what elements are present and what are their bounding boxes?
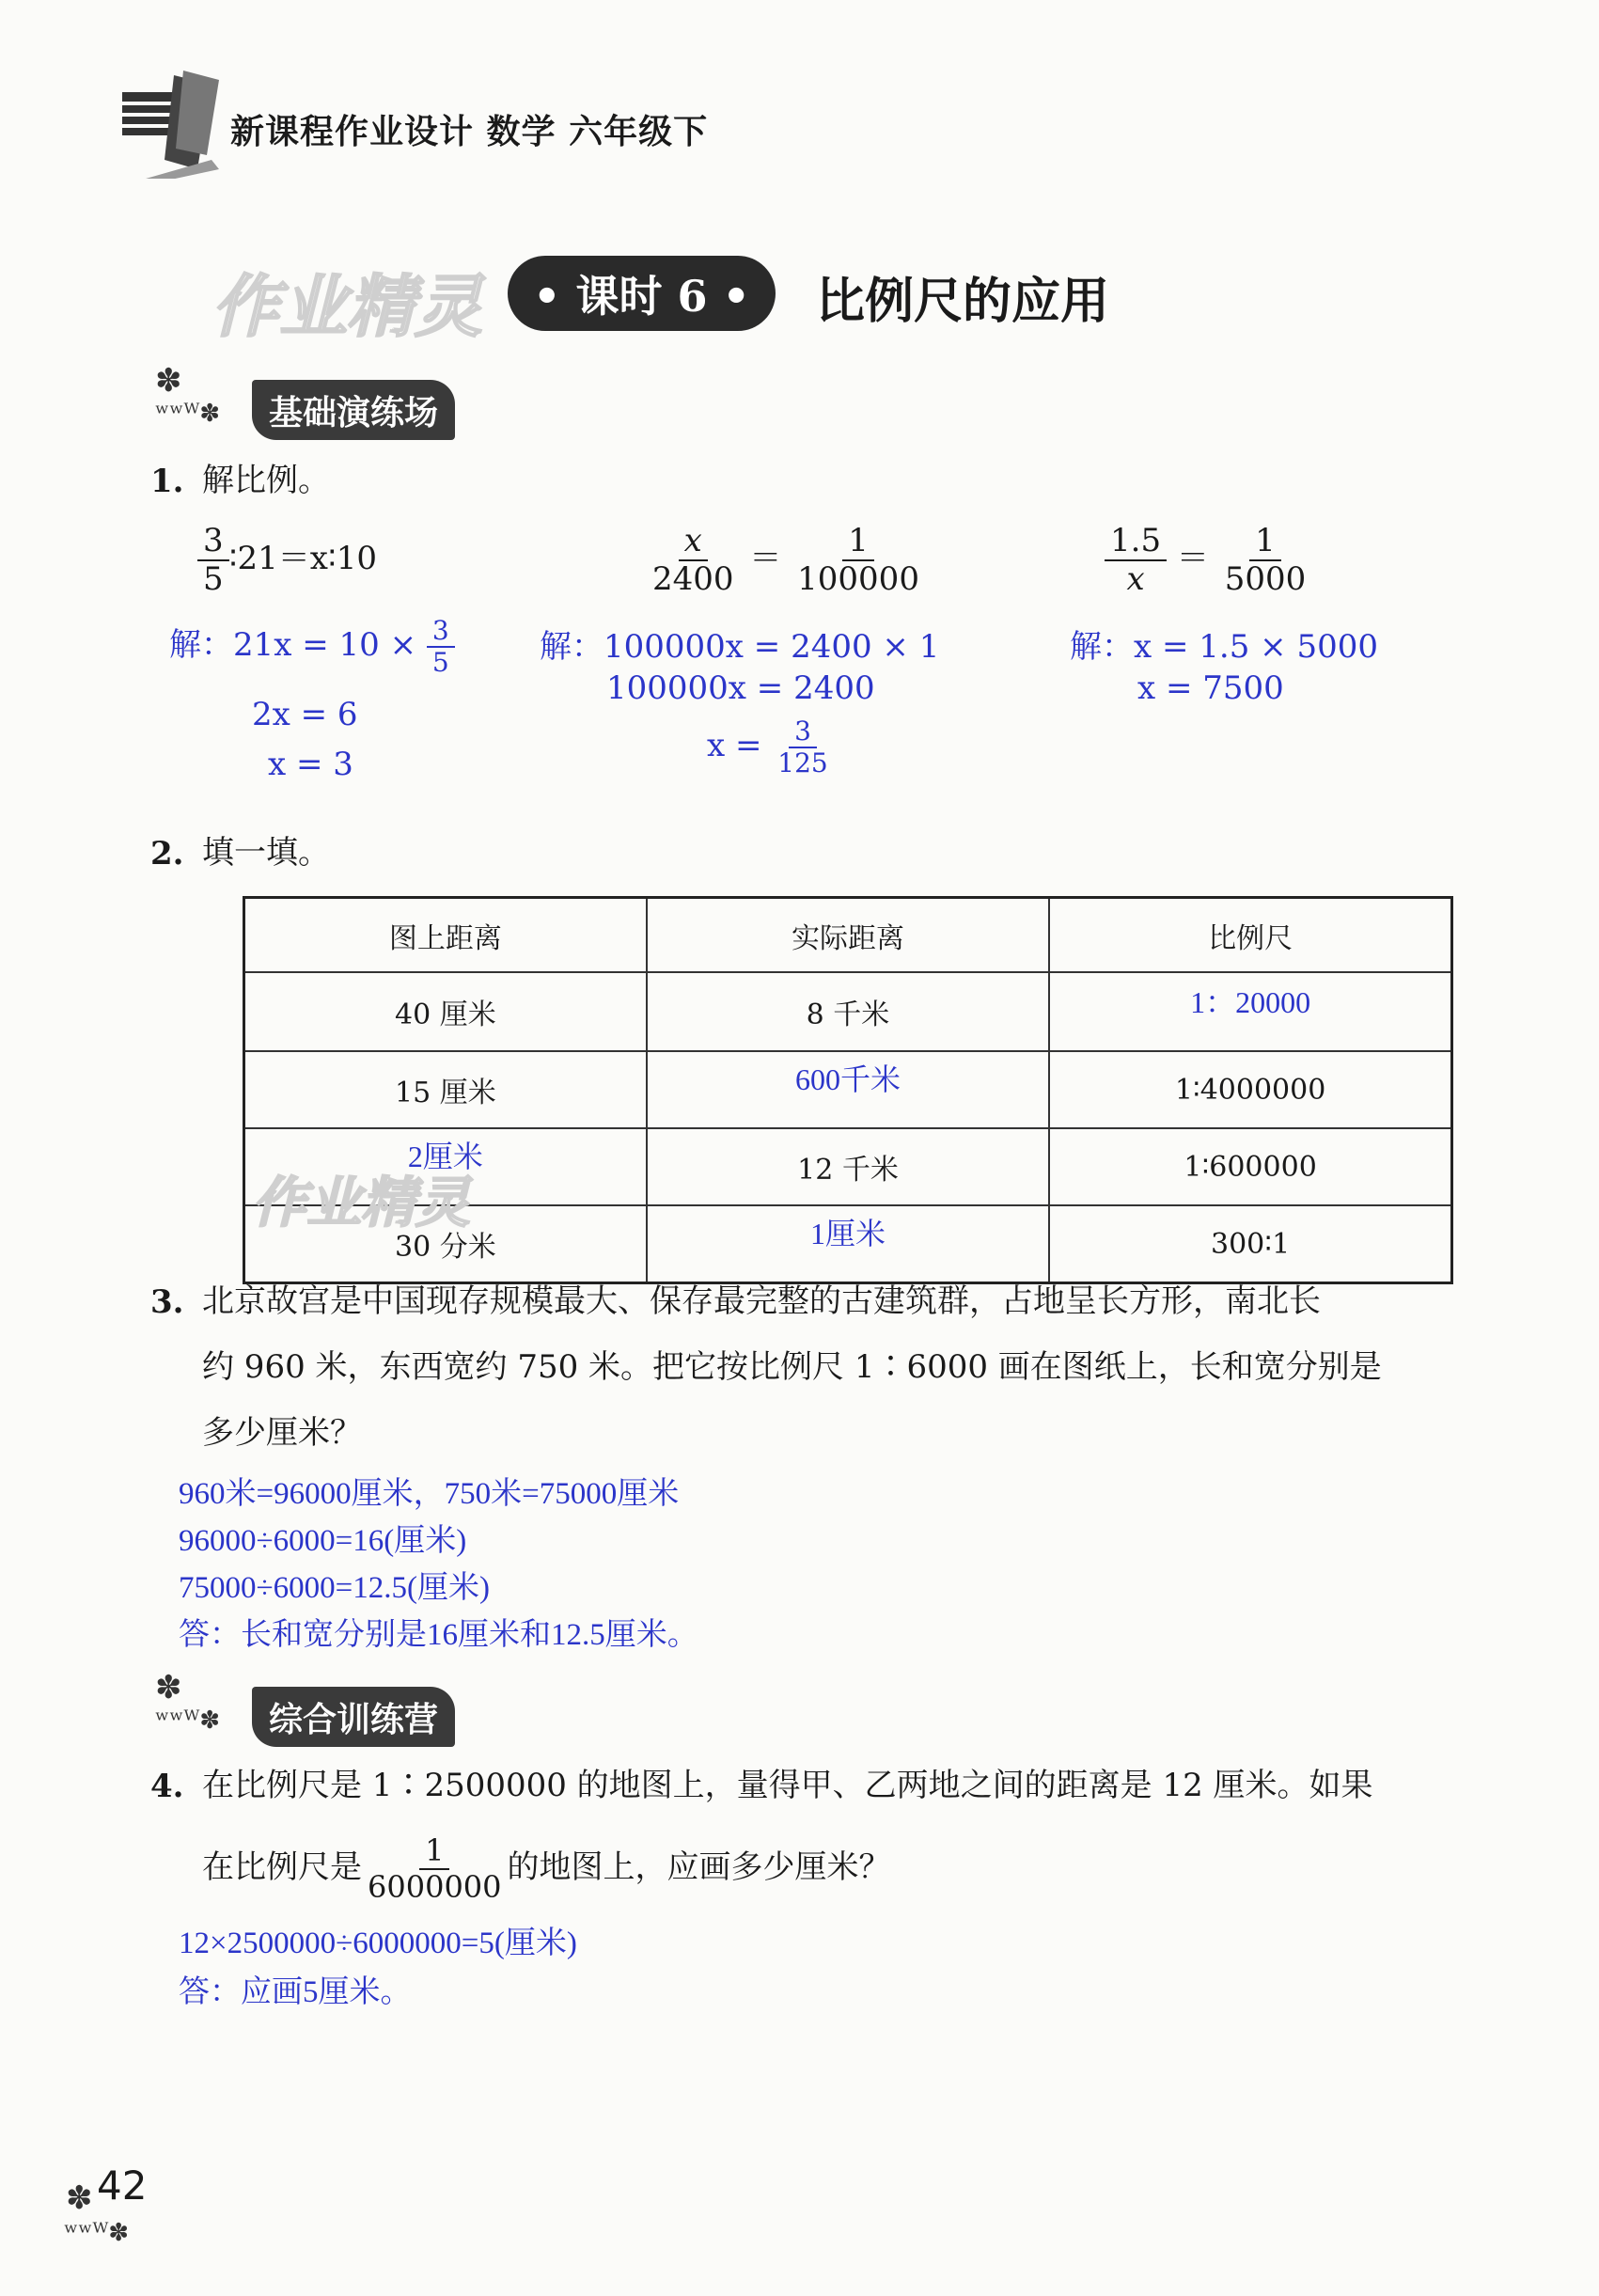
table-cell-answer: 600千米 bbox=[647, 1051, 1049, 1128]
q1-p3-sol-line1 bbox=[1070, 621, 1378, 667]
table-header-cell: 比例尺 bbox=[1049, 898, 1451, 973]
q3-answer-2: 96000÷6000=16(厘米) bbox=[179, 1524, 467, 1558]
q1-p2-sol-l3-pre: x = bbox=[707, 727, 762, 765]
table-cell-answer: 1厘米 bbox=[647, 1205, 1049, 1283]
q3-answer-4: 答：长和宽分别是16厘米和12.5厘米。 bbox=[179, 1618, 698, 1652]
lesson-title: 比例尺的应用 bbox=[816, 274, 1110, 330]
q1-p2-b-num: 1 bbox=[842, 523, 874, 561]
table-header-cell: 实际距离 bbox=[647, 898, 1049, 973]
q1-p1-sol-den: 5 bbox=[431, 647, 449, 679]
q1-p1-sol-line1 bbox=[169, 616, 455, 678]
q1-p2-sol-line3 bbox=[707, 716, 834, 778]
q4-answer-1: 12×2500000÷6000000=5(厘米) bbox=[179, 1926, 577, 1960]
table-cell: 300∶1 bbox=[1049, 1205, 1451, 1283]
q1-p2-sol-line1 bbox=[540, 621, 939, 667]
q1-p2-b-den: 100000 bbox=[797, 560, 919, 599]
q1-p2-sol-line2: 100000x = 2400 bbox=[606, 669, 875, 707]
q3-line3: 多少厘米？ bbox=[202, 1414, 362, 1452]
table-cell: 30 分米 bbox=[244, 1205, 647, 1283]
q4-frac-den: 6000000 bbox=[368, 1868, 502, 1905]
q3-number: 3. bbox=[150, 1283, 184, 1321]
q2-number: 2. bbox=[150, 835, 184, 873]
section-basic-badge: 基础演练场 bbox=[252, 380, 455, 440]
table-row bbox=[244, 972, 1452, 1051]
q4-answer-2: 答：应画5厘米。 bbox=[179, 1975, 412, 2009]
header-books-icon bbox=[118, 66, 221, 179]
q1-p3-b-den: 5000 bbox=[1224, 560, 1307, 599]
q1-p2-sol-prefix: 解： bbox=[540, 628, 604, 666]
grass-icon: ʷʷᵂ✽ bbox=[155, 1706, 221, 1735]
table-cell: 1∶4000000 bbox=[1049, 1051, 1451, 1128]
q1-p2-sol-num: 3 bbox=[789, 716, 817, 748]
q1-p2-a-num: x bbox=[679, 523, 708, 561]
grass-icon: ʷʷᵂ✽ bbox=[155, 400, 221, 428]
watermark-table: 作业精灵 bbox=[252, 1171, 471, 1234]
lesson-badge: • 课时 6 • bbox=[508, 256, 776, 331]
q1-p2-a-den: 2400 bbox=[652, 560, 734, 599]
q4-line1: 在比例尺是 1∶2500000 的地图上，量得甲、乙两地之间的距离是 12 厘米。如果 bbox=[202, 1767, 1373, 1804]
flower-icon: ✽ bbox=[155, 362, 182, 400]
table-cell-answer: 2厘米 bbox=[244, 1128, 647, 1205]
q3-answer-3: 75000÷6000=12.5(厘米) bbox=[179, 1571, 490, 1605]
q4-number: 4. bbox=[150, 1768, 184, 1805]
q3-answer-1: 960米=96000厘米，750米=75000厘米 bbox=[179, 1477, 680, 1511]
q1-p2-sol-den: 125 bbox=[777, 747, 828, 779]
page-number: 42 bbox=[97, 2162, 148, 2209]
q1-p1-sol-prefix: 解： bbox=[169, 626, 233, 665]
q1-p2-sol-l1: 100000x = 2400 × 1 bbox=[604, 628, 940, 666]
q3-line1: 北京故宫是中国现存规模最大、保存最完整的古建筑群，占地呈长方形，南北长 bbox=[202, 1282, 1321, 1320]
q1-p2-equation: $\frac{x}{2400}$ ＝ $\frac{1}{100000}$ bbox=[647, 523, 925, 598]
q1-p3-equation: $\frac{1.5}{x}$ ＝ $\frac{1}{5000}$ bbox=[1105, 523, 1311, 598]
q1-p1-sol-line2: 2x = 6 bbox=[252, 696, 358, 733]
q4-frac-num: 1 bbox=[419, 1833, 449, 1870]
table-row bbox=[244, 1051, 1452, 1128]
q1-p3-sol-line2: x = 7500 bbox=[1137, 669, 1284, 707]
grass-icon: ʷʷᵂ✽ bbox=[64, 2219, 130, 2247]
table-cell: 40 厘米 bbox=[244, 972, 647, 1051]
q4-line2-post: 的地图上，应画多少厘米？ bbox=[507, 1848, 891, 1886]
header-title: 新课程作业设计 数学 六年级下 bbox=[230, 113, 709, 151]
table-header-row bbox=[244, 898, 1452, 973]
q1-p1-rest: ∶21＝x∶10 bbox=[228, 540, 378, 578]
table-header-cell: 图上距离 bbox=[244, 898, 647, 973]
q1-text: 解比例。 bbox=[202, 462, 330, 499]
section-combined-badge: 综合训练营 bbox=[252, 1687, 455, 1747]
table-cell: 12 千米 bbox=[647, 1128, 1049, 1205]
q1-p3-a-den: x bbox=[1126, 560, 1145, 599]
q2-text: 填一填。 bbox=[202, 834, 330, 872]
q1-p3-sol-prefix: 解： bbox=[1070, 628, 1134, 666]
q1-p1-sol-l1: 21x = 10 × bbox=[233, 626, 417, 665]
table-cell: 8 千米 bbox=[647, 972, 1049, 1051]
q1-number: 1. bbox=[150, 463, 184, 500]
flower-icon: ✽ bbox=[155, 1669, 182, 1706]
table-cell: 15 厘米 bbox=[244, 1051, 647, 1128]
q3-line2: 约 960 米，东西宽约 750 米。把它按比例尺 1∶6000 画在图纸上，长和宽分别是 bbox=[202, 1348, 1382, 1386]
q1-p1-sol-line3: x = 3 bbox=[268, 746, 353, 783]
flower-icon: ✽ bbox=[66, 2179, 93, 2217]
q1-p1-equation bbox=[197, 523, 377, 598]
q4-line2-pre: 在比例尺是 bbox=[202, 1848, 362, 1886]
q1-p3-sol-l1: x = 1.5 × 5000 bbox=[1134, 628, 1378, 666]
q1-p1-sol-num: 3 bbox=[427, 616, 455, 648]
table-cell: 1∶600000 bbox=[1049, 1128, 1451, 1205]
q1-p1-den: 5 bbox=[203, 560, 224, 599]
watermark: 作业精灵 bbox=[212, 267, 483, 346]
table-cell-answer: 1：20000 bbox=[1049, 972, 1451, 1051]
q1-p3-b-num: 1 bbox=[1249, 523, 1281, 561]
q1-p3-a-num: 1.5 bbox=[1105, 523, 1167, 561]
q4-line2 bbox=[202, 1833, 891, 1905]
q1-p1-num: 3 bbox=[197, 523, 229, 561]
